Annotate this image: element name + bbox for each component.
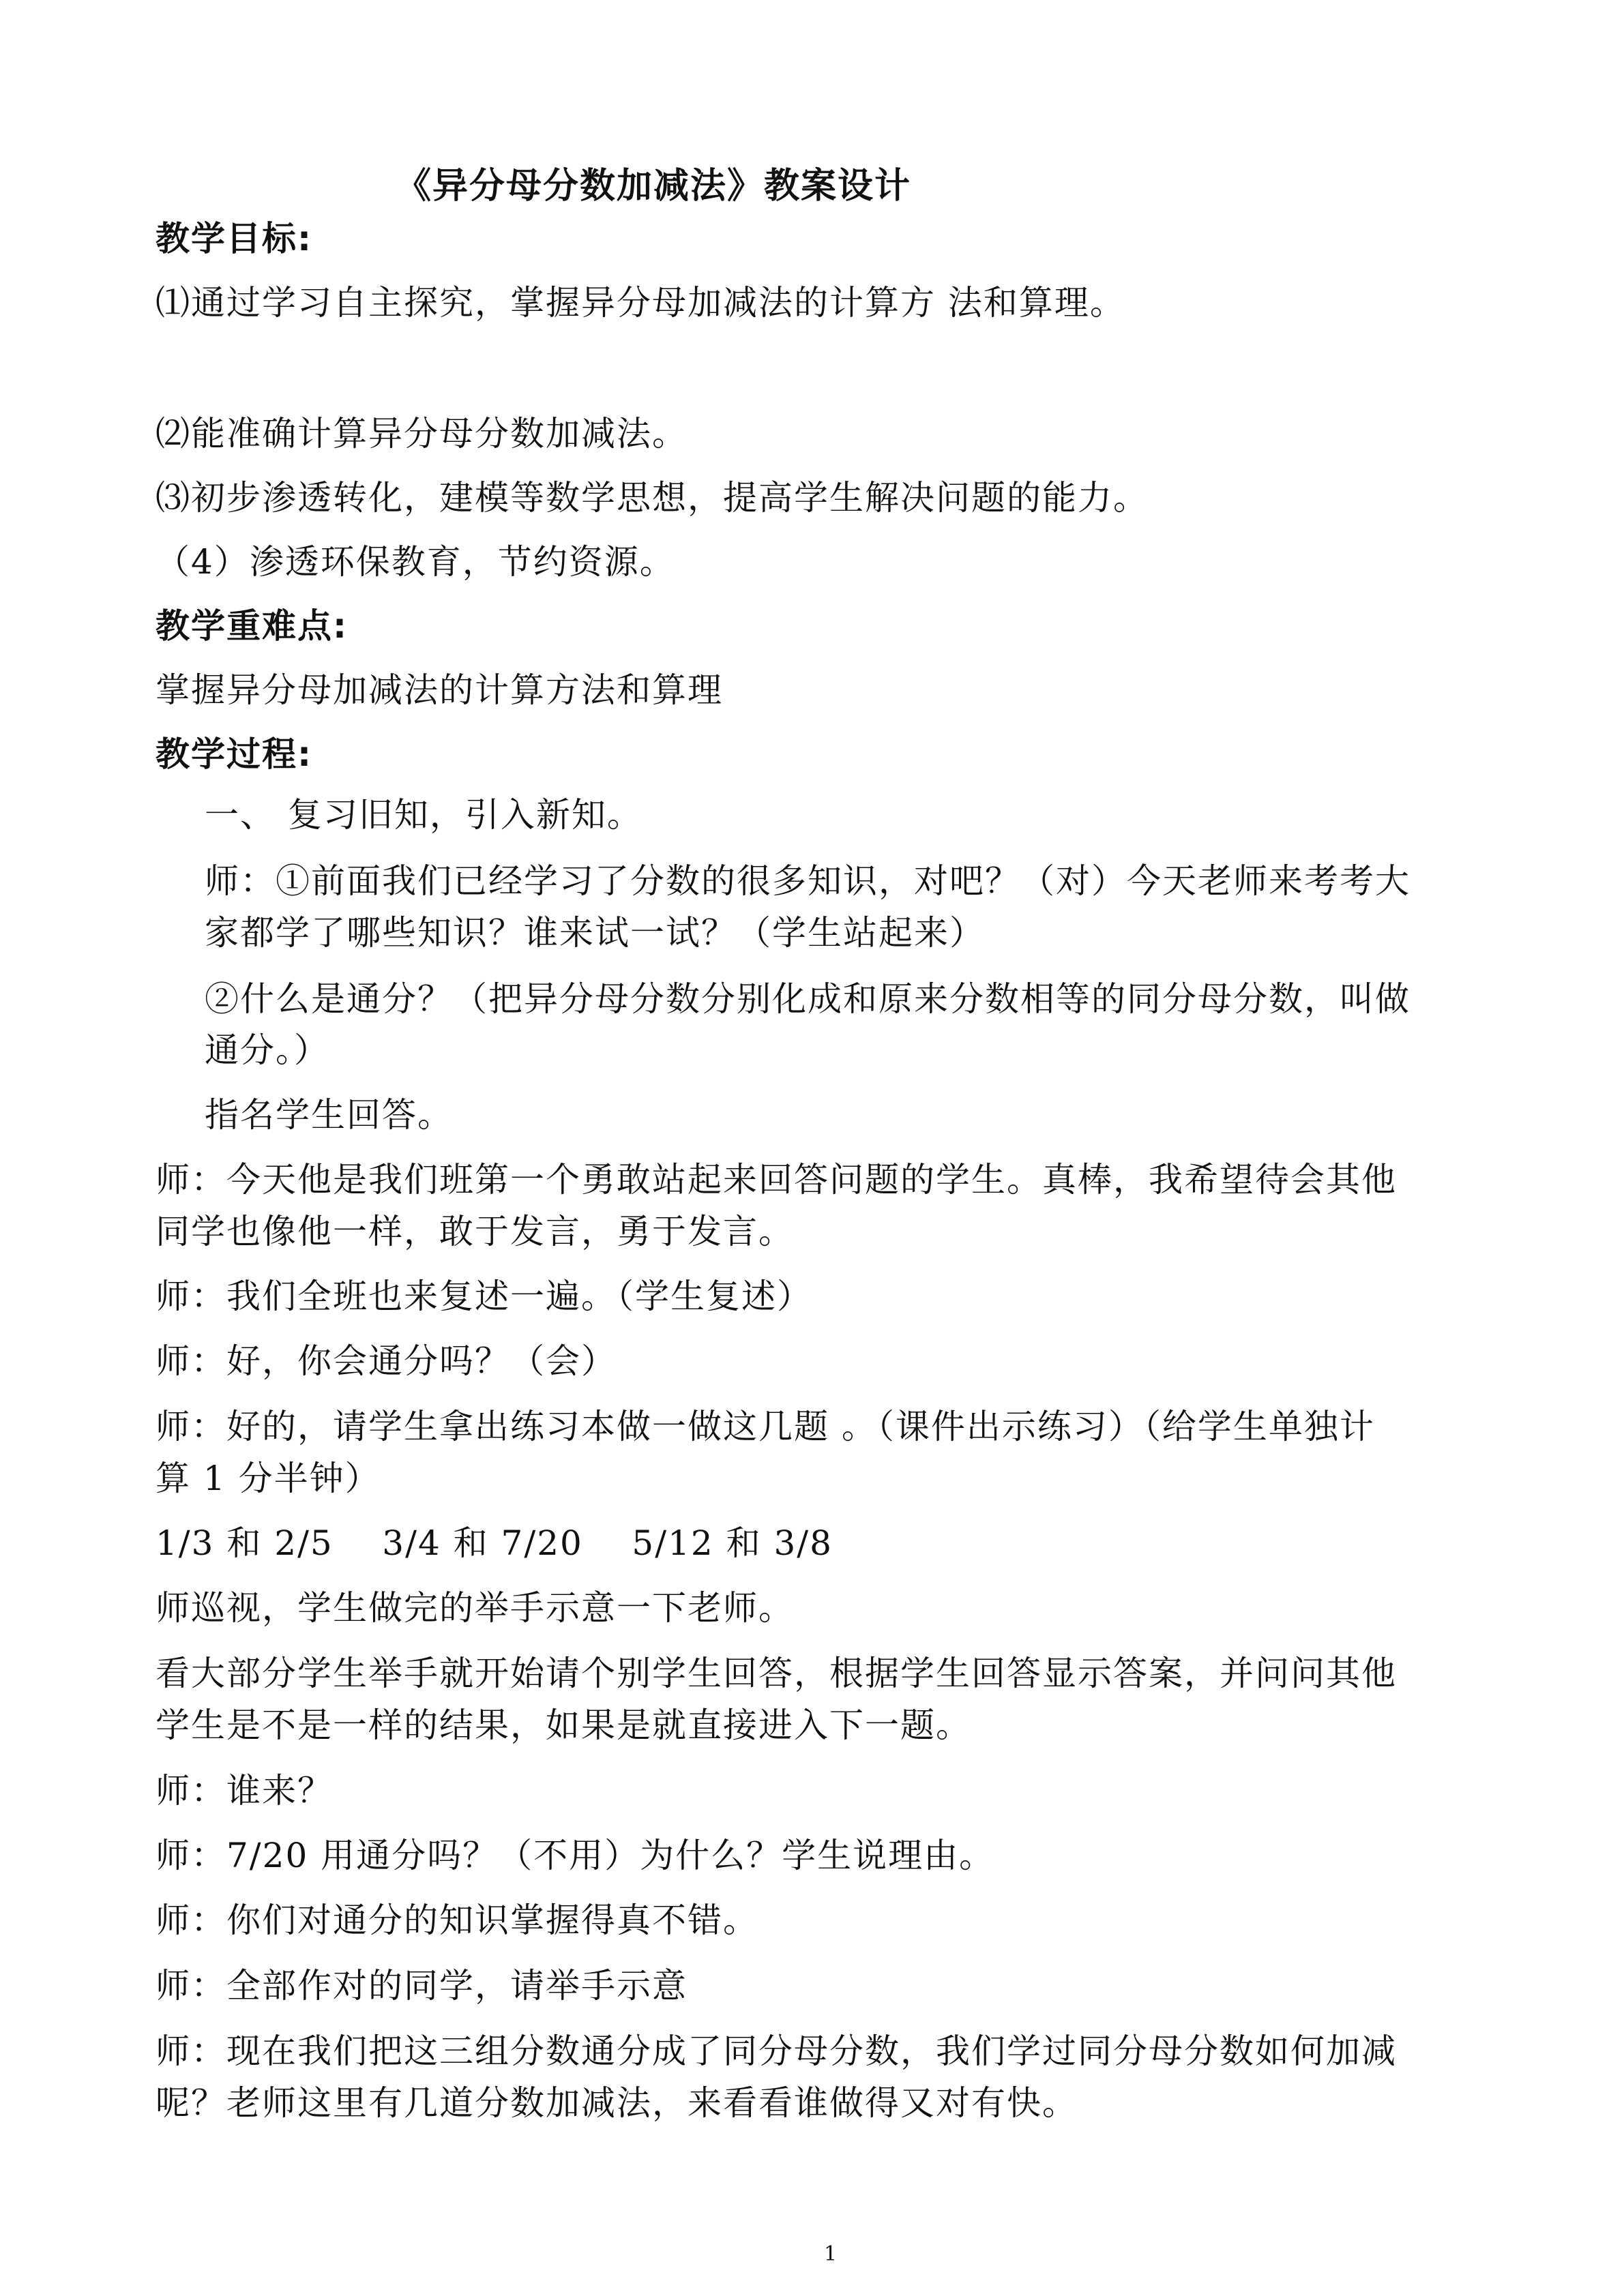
objective-item: ⑶初步渗透转化，建模等数学思想，提高学生解决问题的能力。 [156, 478, 1149, 518]
paragraph-line: 师：我们全班也来复述一遍。（学生复述） [156, 1277, 812, 1316]
paragraph-line: 师：今天他是我们班第一个勇敢站起来回答问题的学生。真棒，我希望待会其他 [156, 1160, 1397, 1199]
paragraph-line: 师：现在我们把这三组分数通分成了同分母分数，我们学过同分母分数如何加减 [156, 2031, 1397, 2071]
paragraph-line: 算 1 分半钟） [156, 1459, 381, 1498]
paragraph-line: 学生是不是一样的结果，如果是就直接进入下一题。 [156, 1705, 971, 1745]
paragraph-line: ②什么是通分？（把异分母分数分别化成和原来分数相等的同分母分数，叫做 [205, 979, 1411, 1019]
document-title: 《异分母分数加减法》教案设计 [396, 166, 912, 207]
fraction-exercises: 1/3 和 2/5 3/4 和 7/20 5/12 和 3/8 [156, 1523, 833, 1563]
paragraph-line: 师：谁来？ [156, 1771, 333, 1810]
key-points-text: 掌握异分母加减法的计算方法和算理 [156, 670, 723, 710]
paragraph-line: 呢？老师这里有几道分数加减法，来看看谁做得又对有快。 [156, 2083, 1078, 2123]
paragraph-line: 师：你们对通分的知识掌握得真不错。 [156, 1900, 758, 1940]
paragraph-line: 同学也像他一样，敢于发言，勇于发言。 [156, 1212, 794, 1251]
paragraph-line: 师：7/20 用通分吗？（不用）为什么？学生说理由。 [156, 1836, 995, 1875]
objectives-heading: 教学目标: [156, 219, 312, 258]
paragraph-line: 家都学了哪些知识？谁来试一试？（学生站起来） [205, 913, 985, 953]
objective-item: ⑵能准确计算异分母分数加减法。 [156, 414, 688, 453]
page-number: 1 [824, 2242, 838, 2266]
paragraph-line: 师：①前面我们已经学习了分数的很多知识，对吧？（对）今天老师来考考大 [205, 861, 1411, 901]
paragraph-line: 看大部分学生举手就开始请个别学生回答，根据学生回答显示答案，并问问其他 [156, 1654, 1397, 1693]
paragraph-line: 师：全部作对的同学，请举手示意 [156, 1966, 688, 2006]
objective-item: ⑴通过学习自主探究，掌握异分母加减法的计算方 法和算理。 [156, 283, 1125, 323]
key-points-heading: 教学重难点: [156, 606, 348, 646]
paragraph-line: 指名学生回答。 [205, 1095, 453, 1135]
paragraph-line: 师：好的，请学生拿出练习本做一做这几题 。（课件出示练习）（给学生单独计 [156, 1407, 1375, 1446]
paragraph-line: 师巡视，学生做完的举手示意一下老师。 [156, 1588, 794, 1628]
paragraph-line: 师：好，你会通分吗？（会） [156, 1341, 617, 1381]
paragraph-line: 通分。） [205, 1030, 329, 1070]
process-heading: 教学过程: [156, 734, 312, 774]
section-heading: 一、 复习旧知，引入新知。 [205, 795, 643, 835]
objective-item: （4）渗透环保教育，节约资源。 [156, 542, 675, 582]
